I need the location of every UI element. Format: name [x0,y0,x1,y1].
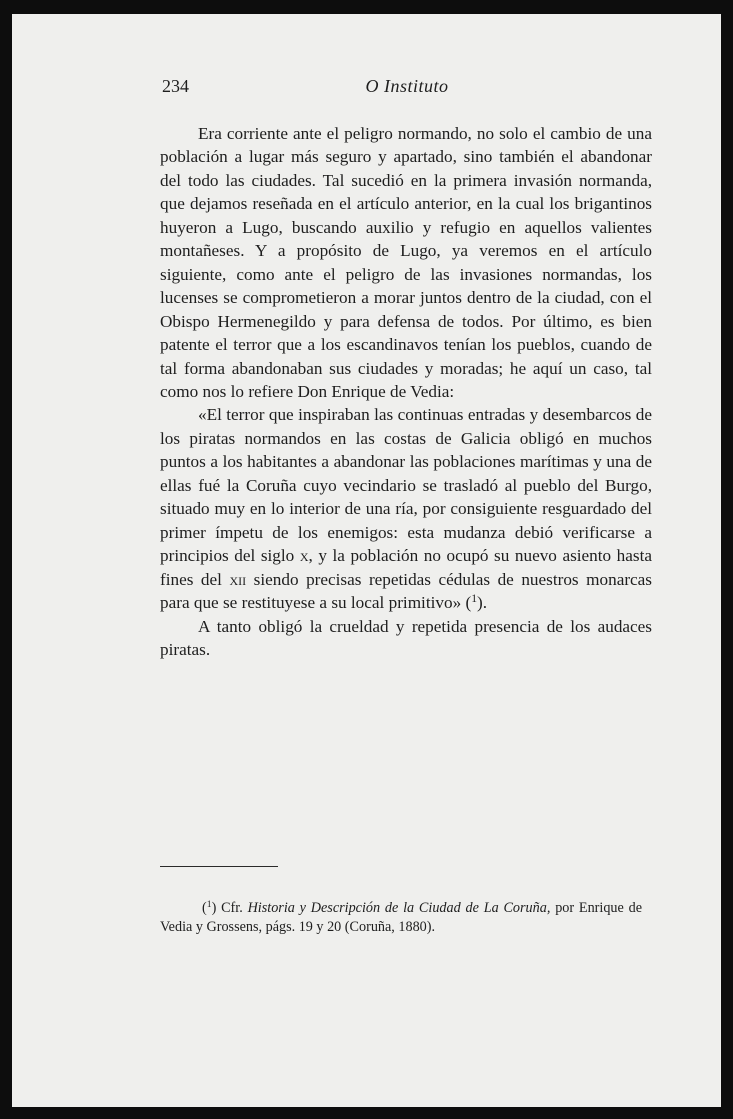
paragraph-3: A tanto obligó la crueldad y repetida presencia de los audaces piratas. [160,616,652,659]
footnote [160,899,642,937]
page-number: 234 [162,76,189,96]
century-numeral-2: xii [229,569,247,589]
quotation-text-3: siendo precisas repetidas cédulas de nuestros monarcas para que se restituyese a su local primitivo» ( [160,569,652,613]
century-numeral-1: x [299,546,309,566]
footnote-reference[interactable]: 1 [471,592,478,606]
quotation-text-2: , y la población no ocupó su nuevo asiento hasta fines del [160,546,652,589]
footnote-divider [160,866,278,867]
paragraph-1: Era corriente ante el peligro normando, no solo el cambio de una población a lugar más seguro y apartado, sino también el abandonar del todo las ciudades. Tal sucedió en la primera invasión normanda, que dejamos reseñada en el artículo anterior, en la cual los brigantinos huyeron a Lugo, buscando auxilio y refugio en aquellos valientes montañeses. Y a propósito de Lugo, ya veremos en el artículo siguiente, como ante el peligro de las invasiones normandas, los lucenses se comprometieron a morar juntos dentro de la ciudad, con el Obispo Hermenegildo y para defensa de todos. Por último, es bien patente el terror que a los escandinavos tenían los pueblos, cuando de tal forma abandonaban sus ciudades y moradas; he aquí un caso, tal como nos lo refiere Don Enrique de Vedia: [160,124,652,401]
book-page [12,14,721,1107]
footnote-work-title: Historia y Descripción de la Ciudad de La Coruña, [247,900,551,916]
body-text [160,122,652,661]
running-title: O Instituto [365,76,449,96]
quotation-text-1: «El terror que inspiraban las continuas entradas y desembarcos de los piratas normandos en las costas de Galicia obligó en muchos puntos a los habitantes a abandonar las poblaciones marítimas y una de ellas fué la Coruña cuyo vecindario se trasladó al pueblo del Burgo, situado muy en lo interior de una ría, por consiguiente resguardado del primer ímpetu de los enemigos: esta mudanza debió verificarse a principios del siglo [160,405,652,566]
footnote-paragraph: ($^1$) Cfr. Historia y Descripción de la Ciudad de La Coruña, por Enrique de Vedia y Grossens, págs. 19 y 20 (Coruña, 1880). [160,899,642,935]
quotation-paragraph [160,403,652,614]
footnote-lead: ) Cfr. [211,900,248,916]
footnote-rest: por Enrique de Vedia y Grossens, págs. 19 y 20 (Coruña, 1880). [160,900,642,935]
page-header [162,76,652,102]
footnote-marker: 1 [206,899,212,911]
quotation-text-4: ). [477,593,488,613]
